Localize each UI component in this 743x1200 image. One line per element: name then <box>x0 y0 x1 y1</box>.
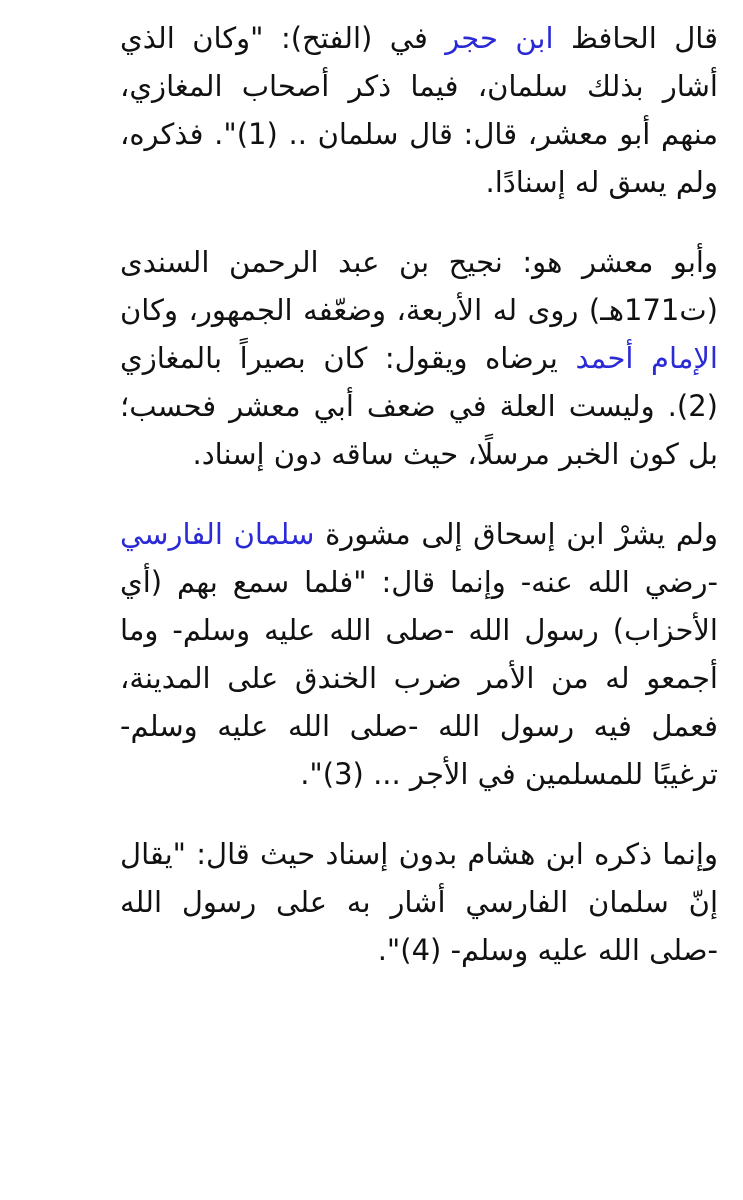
paragraph-1-text: قال الحافظ <box>553 21 719 55</box>
link-salman-farisi[interactable]: سلمان الفارسي <box>120 517 315 551</box>
paragraph-1 <box>120 14 718 206</box>
paragraph-4-text: وإنما ذكره ابن هشام بدون إسناد حيث قال: "يقال إنّ سلمان الفارسي أشار به على رسول الله -صلى الله عليه وسلم- (4)". <box>120 837 718 967</box>
paragraph-2-text: يرضاه ويقول: كان بصيراً بالمغازي (2). وليست العلة في ضعف أبي معشر فحسب؛ بل كون الخبر مرسلًا، حيث ساقه دون إسناد. <box>120 341 718 471</box>
paragraph-3 <box>120 510 718 798</box>
link-ibn-hajar[interactable]: ابن حجر <box>445 21 554 55</box>
paragraph-1-text: في (الفتح): "وكان الذي أشار بذلك سلمان، فيما ذكر أصحاب المغازي، منهم أبو معشر، قال: قال سلمان .. (1)". فذكره، ولم يسق له إسنادًا. <box>120 21 718 199</box>
paragraph-2-text: وأبو معشر هو: نجيح بن عبد الرحمن السندى (ت171هـ) روى له الأربعة، وضعّفه الجمهور، وكان <box>120 245 718 327</box>
paragraph-3-text: ولم يشرْ ابن إسحاق إلى مشورة <box>314 517 718 551</box>
document-page <box>120 14 718 974</box>
paragraph-4 <box>120 830 718 974</box>
link-imam-ahmad[interactable]: الإمام أحمد <box>575 341 718 375</box>
paragraph-3-text: -رضي الله عنه- وإنما قال: "فلما سمع بهم (أي الأحزاب) رسول الله -صلى الله عليه وسلم- وما أجمعو له من الأمر ضرب الخندق على المدينة، فعمل فيه رسول الله -صلى الله عليه وسلم- ترغيبًا للمسلمين في الأجر ... (3)". <box>120 565 718 791</box>
paragraph-2 <box>120 238 718 478</box>
